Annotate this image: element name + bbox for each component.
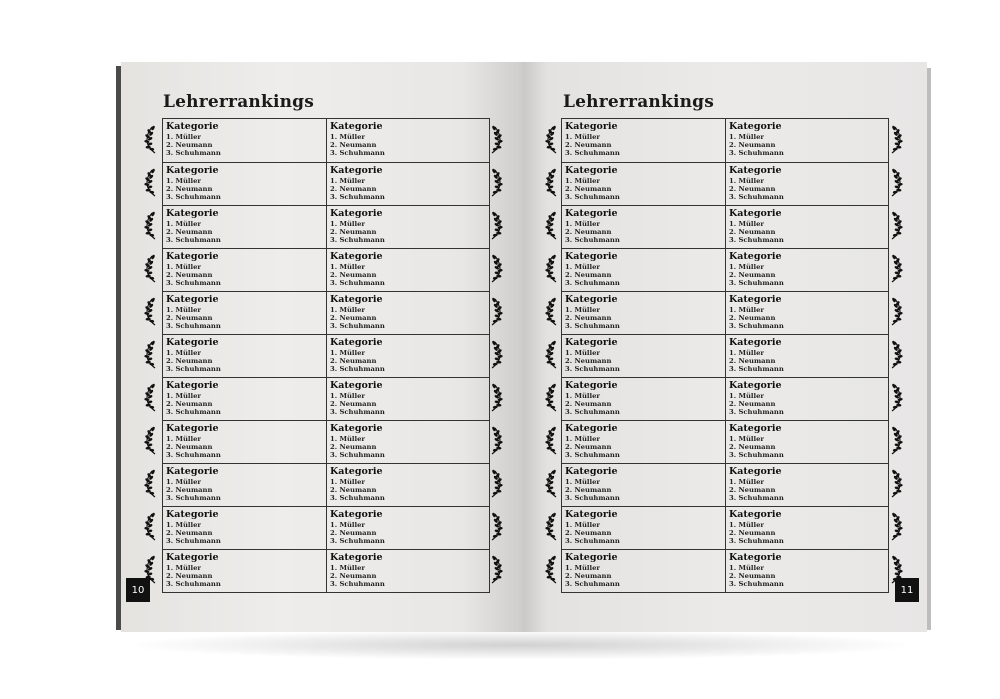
laurel-branch-icon [489, 383, 503, 413]
rank-entry: 2. Neumann [330, 442, 377, 451]
ranking-cell [326, 163, 489, 205]
laurel-branch-icon [889, 555, 903, 585]
rank-entry: 1. Müller [330, 520, 365, 529]
rank-entry: 3. Schuhmann [729, 193, 784, 202]
rank-entry: 2. Neumann [330, 140, 377, 149]
laurel-branch-icon [889, 512, 903, 542]
laurel-branch-icon [144, 340, 158, 370]
ranking-cell [562, 464, 725, 506]
laurel-branch-icon [144, 383, 158, 413]
rank-entry: 1. Müller [729, 477, 764, 486]
ranking-row [163, 420, 489, 463]
rank-entry: 2. Neumann [330, 485, 377, 494]
page-number-badge: 11 [895, 578, 919, 602]
category-label: Kategorie [565, 294, 618, 305]
category-label: Kategorie [565, 251, 618, 262]
rank-entry: 3. Schuhmann [729, 580, 784, 589]
ranking-cell [725, 378, 888, 420]
rank-entry: 1. Müller [565, 563, 600, 572]
rank-entry: 3. Schuhmann [729, 494, 784, 503]
laurel-branch-icon [889, 211, 903, 241]
category-label: Kategorie [166, 466, 219, 477]
laurel-branch-icon [889, 383, 903, 413]
ranking-cell [163, 335, 326, 377]
rank-entry: 2. Neumann [330, 399, 377, 408]
category-label: Kategorie [330, 380, 383, 391]
rank-entry: 2. Neumann [565, 140, 612, 149]
rank-entry: 2. Neumann [166, 356, 213, 365]
rank-entry: 3. Schuhmann [166, 408, 221, 417]
rank-entry: 1. Müller [166, 391, 201, 400]
rank-entry: 3. Schuhmann [330, 408, 385, 417]
ranking-row [562, 420, 888, 463]
rank-entry: 1. Müller [166, 434, 201, 443]
rank-entry: 1. Müller [565, 434, 600, 443]
laurel-branch-icon [545, 383, 559, 413]
ranking-row [163, 291, 489, 334]
page-title: Lehrerrankings [563, 92, 715, 112]
ranking-cell [326, 507, 489, 549]
laurel-branch-icon [889, 340, 903, 370]
ranking-row [163, 377, 489, 420]
category-label: Kategorie [330, 337, 383, 348]
rank-entry: 2. Neumann [565, 270, 612, 279]
ranking-cell [562, 292, 725, 334]
rank-entry: 3. Schuhmann [330, 149, 385, 158]
ranking-row [562, 506, 888, 549]
ranking-cell [163, 550, 326, 592]
rank-entry: 3. Schuhmann [330, 537, 385, 546]
rank-entry: 1. Müller [166, 132, 201, 141]
category-label: Kategorie [330, 208, 383, 219]
ranking-cell [562, 550, 725, 592]
category-label: Kategorie [330, 466, 383, 477]
rank-entry: 1. Müller [729, 563, 764, 572]
ranking-cell [562, 163, 725, 205]
rank-entry: 3. Schuhmann [166, 494, 221, 503]
rank-entry: 3. Schuhmann [565, 580, 620, 589]
rank-entry: 3. Schuhmann [166, 236, 221, 245]
left-page [121, 62, 523, 632]
ranking-row [163, 506, 489, 549]
rank-entry: 2. Neumann [330, 313, 377, 322]
rank-entry: 2. Neumann [330, 528, 377, 537]
laurel-branch-icon [889, 168, 903, 198]
category-label: Kategorie [330, 165, 383, 176]
category-label: Kategorie [330, 552, 383, 563]
rank-entry: 1. Müller [330, 132, 365, 141]
laurel-branch-icon [144, 469, 158, 499]
rank-entry: 3. Schuhmann [565, 365, 620, 374]
rank-entry: 3. Schuhmann [729, 236, 784, 245]
rank-entry: 3. Schuhmann [330, 193, 385, 202]
laurel-branch-icon [144, 512, 158, 542]
rank-entry: 3. Schuhmann [565, 193, 620, 202]
rank-entry: 1. Müller [729, 219, 764, 228]
category-label: Kategorie [729, 380, 782, 391]
rank-entry: 2. Neumann [330, 270, 377, 279]
laurel-branch-icon [144, 168, 158, 198]
ranking-cell [326, 206, 489, 248]
ranking-row [163, 162, 489, 205]
rank-entry: 1. Müller [330, 391, 365, 400]
laurel-branch-icon [889, 254, 903, 284]
category-label: Kategorie [729, 337, 782, 348]
rank-entry: 1. Müller [166, 176, 201, 185]
category-label: Kategorie [166, 423, 219, 434]
rank-entry: 2. Neumann [729, 399, 776, 408]
category-label: Kategorie [565, 423, 618, 434]
rank-entry: 1. Müller [330, 262, 365, 271]
category-label: Kategorie [166, 294, 219, 305]
rank-entry: 2. Neumann [565, 399, 612, 408]
rank-entry: 1. Müller [565, 219, 600, 228]
page-number-badge: 10 [126, 578, 150, 602]
laurel-branch-icon [545, 297, 559, 327]
rank-entry: 3. Schuhmann [565, 451, 620, 460]
rank-entry: 3. Schuhmann [565, 322, 620, 331]
ranking-table [561, 118, 889, 593]
ranking-cell [163, 206, 326, 248]
rank-entry: 2. Neumann [166, 270, 213, 279]
ranking-row [562, 119, 888, 162]
rank-entry: 2. Neumann [565, 442, 612, 451]
rank-entry: 3. Schuhmann [729, 279, 784, 288]
category-label: Kategorie [565, 165, 618, 176]
rank-entry: 3. Schuhmann [565, 236, 620, 245]
category-label: Kategorie [729, 466, 782, 477]
rank-entry: 1. Müller [565, 520, 600, 529]
rank-entry: 2. Neumann [166, 227, 213, 236]
rank-entry: 1. Müller [565, 391, 600, 400]
laurel-branch-icon [489, 211, 503, 241]
laurel-branch-icon [545, 125, 559, 155]
ranking-cell [562, 507, 725, 549]
laurel-branch-icon [489, 340, 503, 370]
rank-entry: 2. Neumann [166, 571, 213, 580]
laurel-branch-icon [545, 426, 559, 456]
laurel-branch-icon [144, 125, 158, 155]
rank-entry: 3. Schuhmann [565, 279, 620, 288]
rank-entry: 1. Müller [729, 176, 764, 185]
ranking-cell [326, 335, 489, 377]
category-label: Kategorie [729, 121, 782, 132]
rank-entry: 2. Neumann [729, 227, 776, 236]
category-label: Kategorie [729, 552, 782, 563]
rank-entry: 3. Schuhmann [166, 149, 221, 158]
ranking-row [562, 291, 888, 334]
rank-entry: 3. Schuhmann [166, 537, 221, 546]
rank-entry: 3. Schuhmann [565, 408, 620, 417]
category-label: Kategorie [729, 294, 782, 305]
rank-entry: 3. Schuhmann [330, 322, 385, 331]
category-label: Kategorie [166, 509, 219, 520]
rank-entry: 1. Müller [565, 176, 600, 185]
ranking-cell [562, 119, 725, 162]
rank-entry: 2. Neumann [330, 356, 377, 365]
ranking-row [163, 119, 489, 162]
rank-entry: 1. Müller [729, 262, 764, 271]
ranking-cell [562, 249, 725, 291]
laurel-branch-icon [545, 211, 559, 241]
category-label: Kategorie [166, 121, 219, 132]
rank-entry: 1. Müller [330, 434, 365, 443]
rank-entry: 3. Schuhmann [166, 322, 221, 331]
rank-entry: 1. Müller [729, 132, 764, 141]
ranking-row [562, 549, 888, 592]
rank-entry: 1. Müller [565, 477, 600, 486]
rank-entry: 2. Neumann [729, 270, 776, 279]
ranking-cell [725, 464, 888, 506]
laurel-branch-icon [489, 125, 503, 155]
book-shadow [120, 630, 920, 660]
ranking-cell [725, 507, 888, 549]
rank-entry: 3. Schuhmann [565, 494, 620, 503]
laurel-branch-icon [889, 125, 903, 155]
ranking-row [562, 463, 888, 506]
rank-entry: 3. Schuhmann [166, 451, 221, 460]
category-label: Kategorie [729, 509, 782, 520]
ranking-cell [725, 550, 888, 592]
rank-entry: 2. Neumann [166, 528, 213, 537]
ranking-cell [326, 249, 489, 291]
rank-entry: 3. Schuhmann [330, 236, 385, 245]
ranking-cell [725, 119, 888, 162]
category-label: Kategorie [166, 251, 219, 262]
category-label: Kategorie [166, 380, 219, 391]
rank-entry: 2. Neumann [166, 140, 213, 149]
category-label: Kategorie [565, 466, 618, 477]
rank-entry: 3. Schuhmann [729, 322, 784, 331]
category-label: Kategorie [565, 208, 618, 219]
rank-entry: 1. Müller [166, 348, 201, 357]
laurel-branch-icon [489, 168, 503, 198]
rank-entry: 2. Neumann [565, 356, 612, 365]
category-label: Kategorie [330, 509, 383, 520]
ranking-cell [326, 378, 489, 420]
rank-entry: 3. Schuhmann [729, 451, 784, 460]
rank-entry: 2. Neumann [565, 571, 612, 580]
rank-entry: 2. Neumann [565, 184, 612, 193]
right-page [523, 62, 927, 632]
rank-entry: 2. Neumann [330, 184, 377, 193]
ranking-cell [725, 206, 888, 248]
rank-entry: 1. Müller [166, 219, 201, 228]
rank-entry: 2. Neumann [166, 313, 213, 322]
category-label: Kategorie [330, 251, 383, 262]
laurel-branch-icon [545, 254, 559, 284]
rank-entry: 3. Schuhmann [330, 580, 385, 589]
laurel-branch-icon [489, 254, 503, 284]
ranking-cell [326, 119, 489, 162]
ranking-cell [163, 292, 326, 334]
category-label: Kategorie [565, 552, 618, 563]
rank-entry: 1. Müller [729, 348, 764, 357]
rank-entry: 1. Müller [729, 434, 764, 443]
rank-entry: 1. Müller [565, 132, 600, 141]
ranking-cell [562, 421, 725, 463]
rank-entry: 2. Neumann [166, 485, 213, 494]
rank-entry: 3. Schuhmann [330, 365, 385, 374]
rank-entry: 2. Neumann [729, 313, 776, 322]
laurel-branch-icon [144, 555, 158, 585]
category-label: Kategorie [166, 165, 219, 176]
ranking-cell [562, 378, 725, 420]
ranking-cell [163, 119, 326, 162]
rank-entry: 2. Neumann [729, 528, 776, 537]
ranking-cell [562, 206, 725, 248]
laurel-branch-icon [889, 297, 903, 327]
rank-entry: 1. Müller [330, 176, 365, 185]
category-label: Kategorie [565, 380, 618, 391]
rank-entry: 2. Neumann [729, 140, 776, 149]
category-label: Kategorie [166, 208, 219, 219]
laurel-branch-icon [545, 469, 559, 499]
laurel-branch-icon [545, 512, 559, 542]
laurel-branch-icon [489, 512, 503, 542]
rank-entry: 3. Schuhmann [166, 279, 221, 288]
category-label: Kategorie [729, 423, 782, 434]
category-label: Kategorie [166, 552, 219, 563]
rank-entry: 1. Müller [166, 305, 201, 314]
ranking-row [163, 248, 489, 291]
rank-entry: 1. Müller [729, 305, 764, 314]
rank-entry: 1. Müller [166, 262, 201, 271]
rank-entry: 3. Schuhmann [330, 451, 385, 460]
rank-entry: 2. Neumann [729, 184, 776, 193]
laurel-branch-icon [144, 426, 158, 456]
rank-entry: 3. Schuhmann [729, 149, 784, 158]
ranking-row [562, 205, 888, 248]
rank-entry: 3. Schuhmann [166, 580, 221, 589]
ranking-cell [163, 378, 326, 420]
ranking-row [163, 334, 489, 377]
rank-entry: 3. Schuhmann [729, 408, 784, 417]
rank-entry: 2. Neumann [330, 227, 377, 236]
rank-entry: 1. Müller [565, 262, 600, 271]
ranking-cell [163, 163, 326, 205]
ranking-cell [562, 335, 725, 377]
laurel-branch-icon [489, 297, 503, 327]
laurel-branch-icon [489, 469, 503, 499]
ranking-cell [326, 421, 489, 463]
ranking-cell [725, 421, 888, 463]
laurel-branch-icon [489, 555, 503, 585]
ranking-cell [163, 249, 326, 291]
ranking-table [162, 118, 490, 593]
laurel-branch-icon [889, 469, 903, 499]
rank-entry: 2. Neumann [729, 571, 776, 580]
rank-entry: 2. Neumann [729, 442, 776, 451]
laurel-branch-icon [545, 555, 559, 585]
ranking-row [562, 248, 888, 291]
laurel-branch-icon [144, 297, 158, 327]
rank-entry: 2. Neumann [166, 184, 213, 193]
category-label: Kategorie [729, 251, 782, 262]
rank-entry: 1. Müller [729, 391, 764, 400]
rank-entry: 3. Schuhmann [729, 365, 784, 374]
ranking-cell [163, 464, 326, 506]
ranking-cell [326, 464, 489, 506]
rank-entry: 3. Schuhmann [565, 537, 620, 546]
ranking-cell [326, 292, 489, 334]
rank-entry: 1. Müller [565, 348, 600, 357]
category-label: Kategorie [729, 165, 782, 176]
ranking-cell [725, 249, 888, 291]
laurel-branch-icon [889, 426, 903, 456]
rank-entry: 2. Neumann [565, 227, 612, 236]
rank-entry: 2. Neumann [729, 485, 776, 494]
rank-entry: 2. Neumann [166, 442, 213, 451]
rank-entry: 1. Müller [166, 477, 201, 486]
rank-entry: 2. Neumann [565, 485, 612, 494]
rank-entry: 3. Schuhmann [166, 365, 221, 374]
ranking-cell [725, 335, 888, 377]
laurel-branch-icon [545, 168, 559, 198]
laurel-branch-icon [489, 426, 503, 456]
category-label: Kategorie [330, 294, 383, 305]
ranking-row [163, 205, 489, 248]
ranking-cell [725, 292, 888, 334]
rank-entry: 1. Müller [729, 520, 764, 529]
rank-entry: 1. Müller [330, 219, 365, 228]
rank-entry: 2. Neumann [166, 399, 213, 408]
rank-entry: 3. Schuhmann [166, 193, 221, 202]
category-label: Kategorie [565, 121, 618, 132]
rank-entry: 2. Neumann [565, 528, 612, 537]
ranking-cell [163, 421, 326, 463]
ranking-cell [725, 163, 888, 205]
rank-entry: 1. Müller [330, 348, 365, 357]
rank-entry: 1. Müller [330, 563, 365, 572]
ranking-row [562, 162, 888, 205]
laurel-branch-icon [144, 254, 158, 284]
rank-entry: 3. Schuhmann [729, 537, 784, 546]
page-title: Lehrerrankings [163, 92, 315, 112]
rank-entry: 1. Müller [330, 477, 365, 486]
laurel-branch-icon [545, 340, 559, 370]
rank-entry: 1. Müller [565, 305, 600, 314]
rank-entry: 3. Schuhmann [330, 494, 385, 503]
rank-entry: 1. Müller [166, 520, 201, 529]
rank-entry: 2. Neumann [565, 313, 612, 322]
rank-entry: 1. Müller [166, 563, 201, 572]
category-label: Kategorie [166, 337, 219, 348]
category-label: Kategorie [565, 509, 618, 520]
rank-entry: 1. Müller [330, 305, 365, 314]
category-label: Kategorie [565, 337, 618, 348]
rank-entry: 2. Neumann [729, 356, 776, 365]
ranking-row [562, 334, 888, 377]
category-label: Kategorie [330, 121, 383, 132]
ranking-row [562, 377, 888, 420]
ranking-row [163, 549, 489, 592]
ranking-cell [163, 507, 326, 549]
category-label: Kategorie [729, 208, 782, 219]
laurel-branch-icon [144, 211, 158, 241]
rank-entry: 2. Neumann [330, 571, 377, 580]
ranking-row [163, 463, 489, 506]
rank-entry: 3. Schuhmann [330, 279, 385, 288]
ranking-cell [326, 550, 489, 592]
rank-entry: 3. Schuhmann [565, 149, 620, 158]
category-label: Kategorie [330, 423, 383, 434]
